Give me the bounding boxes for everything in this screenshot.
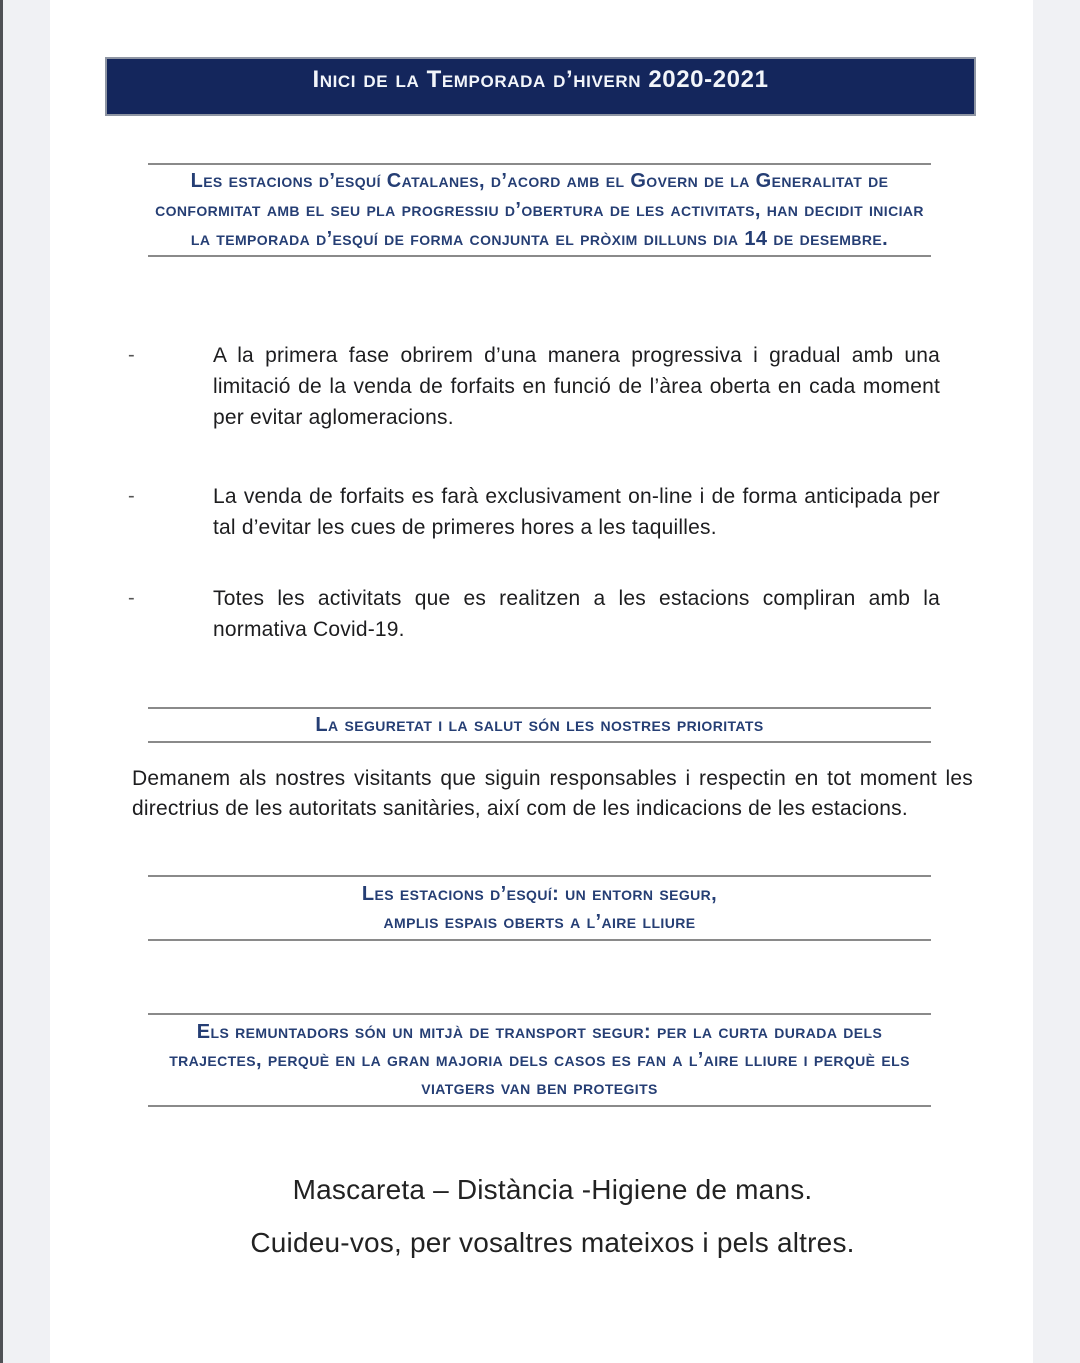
environment-rule-bottom xyxy=(148,939,931,941)
bullet-dash-marker: - xyxy=(128,344,135,366)
visitors-responsibility-paragraph: Demanem als nostres visitants que siguin responsables i respectin en tot moment les directrius de les autoritats sanitàries, així com de les indicacions de les estacions. xyxy=(132,767,973,820)
lifts-heading: Els remuntadors són un mitjà de transport segur: per la curta durada dels trajectes, perquè en la gran majoria dels casos es fan a l’aire lliure i perquè els viatgers van ben protegits xyxy=(169,1021,910,1099)
environment-heading-line2: amplis espais oberts a l’aire lliure xyxy=(383,911,696,933)
document-page xyxy=(50,0,1033,1363)
bullet-text: A la primera fase obrirem d’una manera progressiva i gradual amb una limitació de la venda de forfaits en funció de l’àrea oberta en cada moment per evitar aglomeracions. xyxy=(213,344,940,429)
intro-banner xyxy=(148,163,931,257)
safety-heading: La seguretat i la salut són les nostres prioritats xyxy=(315,714,764,736)
intro-rule-bottom xyxy=(148,255,931,257)
closing-message-line1: Mascareta – Distància -Higiene de mans. xyxy=(292,1174,813,1205)
environment-heading-line1: Les estacions d’esquí: un entorn segur, xyxy=(361,883,718,905)
lifts-rule-bottom xyxy=(148,1105,931,1107)
safety-priorities-header xyxy=(148,707,931,743)
bullet-item-phased-opening xyxy=(128,340,940,433)
closing-message xyxy=(132,1163,973,1269)
bullet-text: La venda de forfaits es farà exclusivament on-line i de forma anticipada per tal d’evitar les cues de primeres hores a les taquilles. xyxy=(213,485,940,539)
bullet-dash-marker: - xyxy=(128,587,135,609)
bullet-item-covid-rules xyxy=(128,583,940,645)
right-margin-strip xyxy=(1033,0,1080,1363)
bullet-dash-marker: - xyxy=(128,485,135,507)
document-title-bar xyxy=(105,57,976,116)
bullet-text: Totes les activitats que es realitzen a les estacions compliran amb la normativa Covid-19. xyxy=(213,587,940,641)
left-margin-strip xyxy=(3,0,50,1363)
closing-message-line2: Cuideu-vos, per vosaltres mateixos i pels altres. xyxy=(250,1227,855,1258)
safe-environment-header xyxy=(148,875,931,941)
document-title: Inici de la Temporada d’hivern 2020-2021 xyxy=(312,66,769,93)
safety-rule-bottom xyxy=(148,741,931,743)
bullet-item-online-sales xyxy=(128,481,940,543)
intro-text: Les estacions d’esquí Catalanes, d’acord amb el Govern de la Generalitat de conformitat amb el seu pla progressiu d’obertura de les activitats, han decidit iniciar la temporada d’esquí de forma conjunta el pròxim dilluns dia 14 de desembre. xyxy=(155,170,924,250)
ski-lifts-header xyxy=(148,1013,931,1107)
